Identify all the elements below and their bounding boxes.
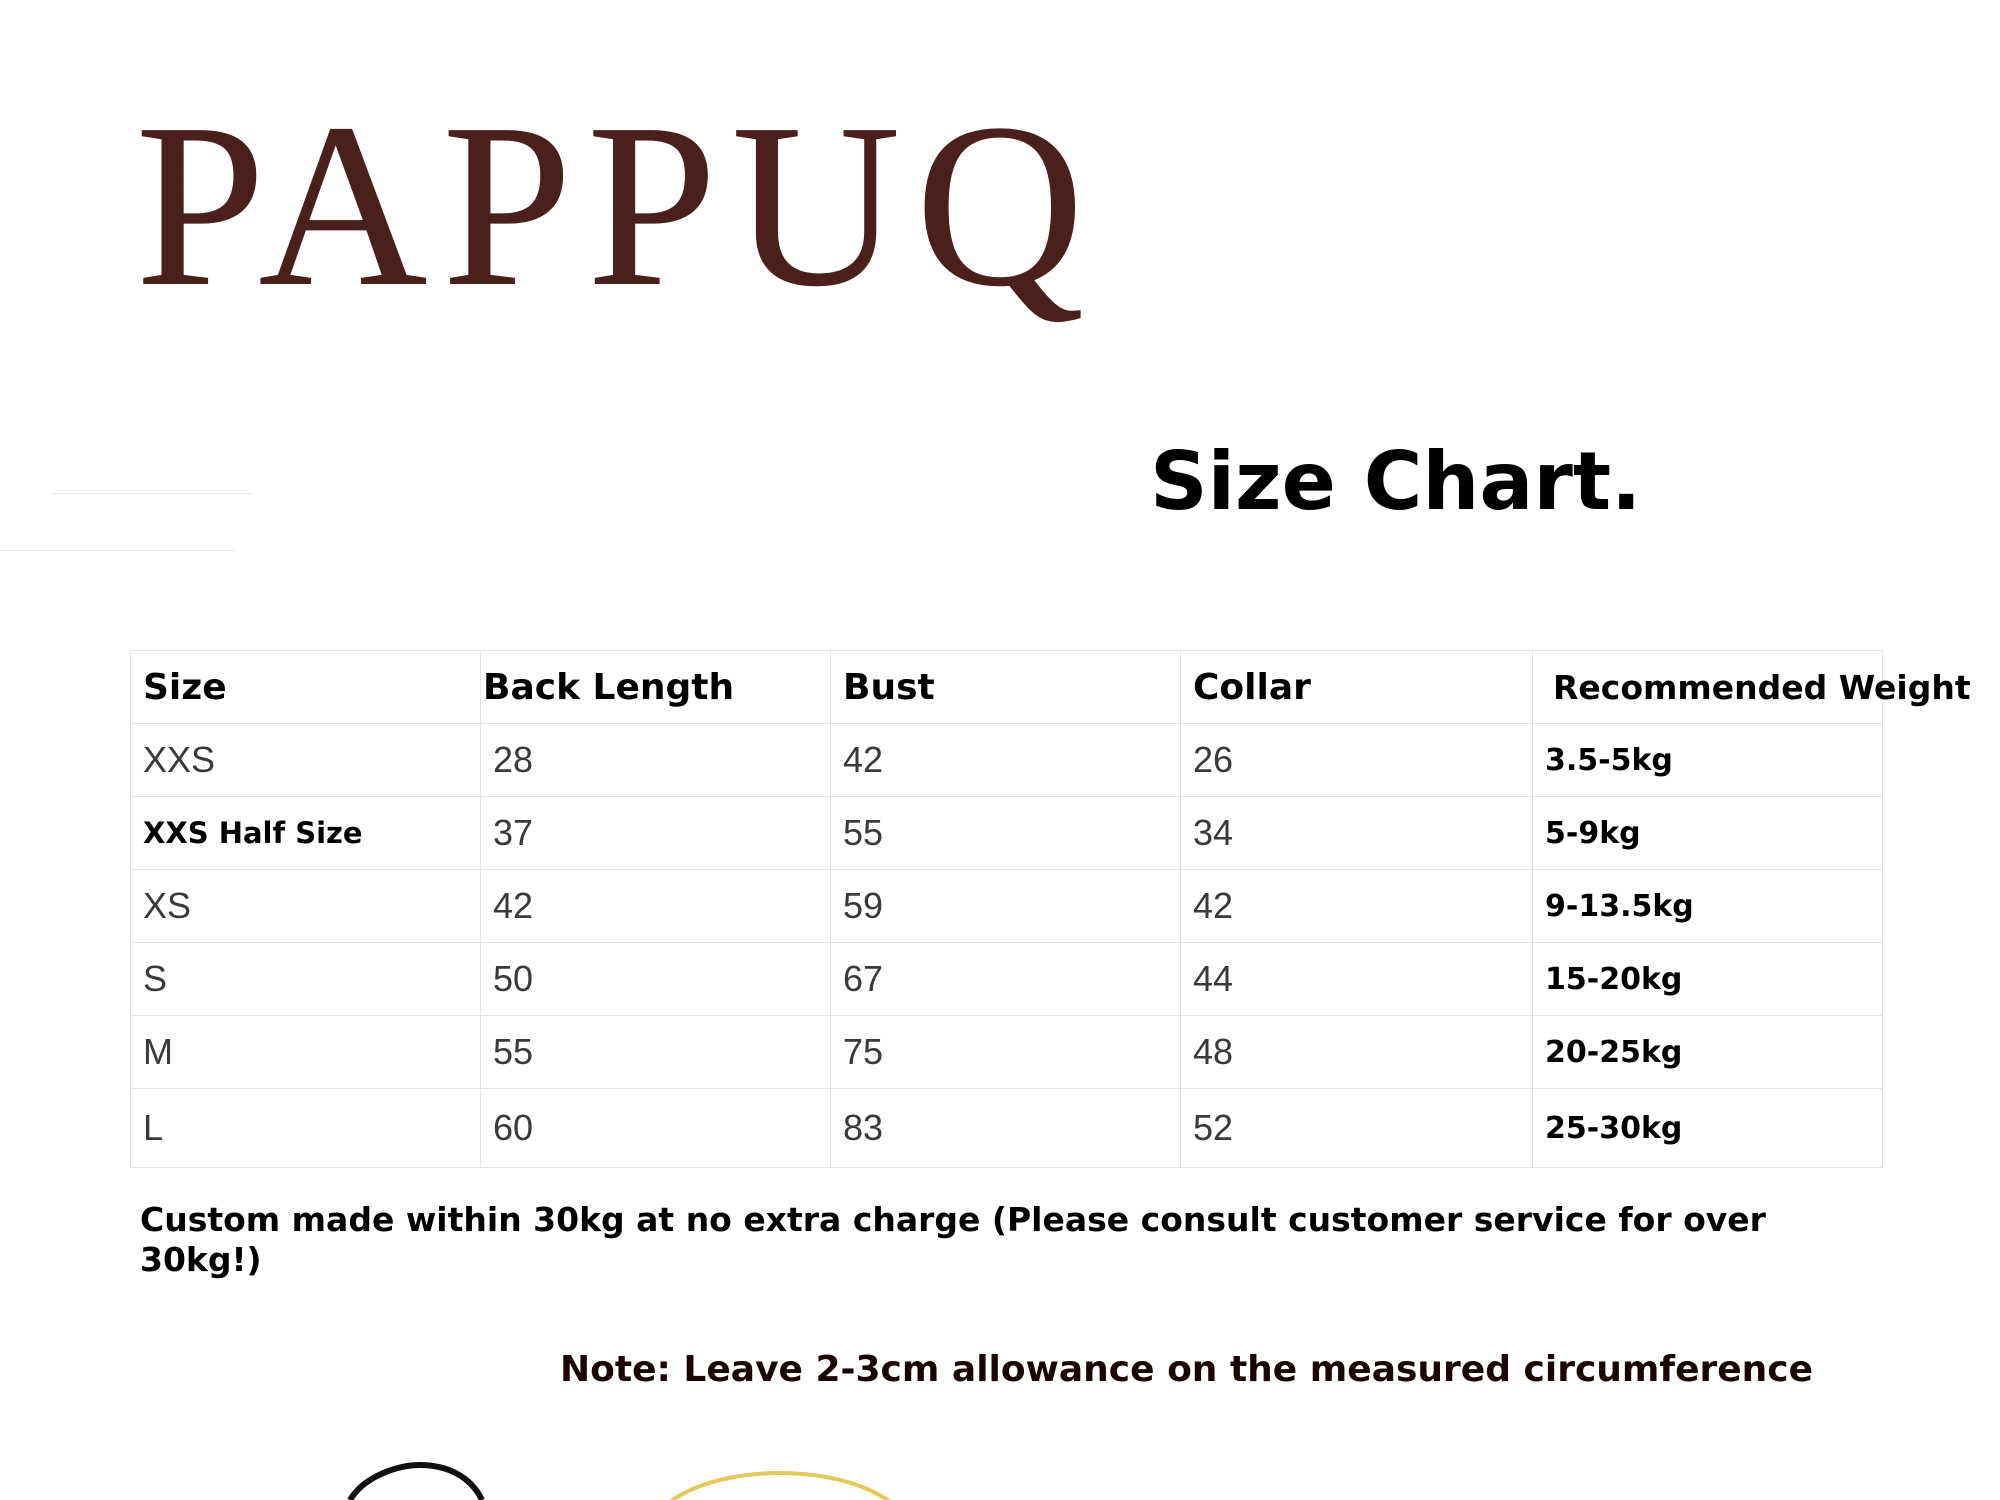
- cell-weight: 3.5-5kg: [1533, 724, 1883, 797]
- cell-bust: 67: [831, 943, 1181, 1016]
- header-size: Size: [131, 651, 481, 724]
- allowance-note: Note: Leave 2-3cm allowance on the measured circumference: [560, 1349, 1814, 1390]
- cell-collar: 42: [1181, 870, 1533, 943]
- cell-collar: 48: [1181, 1016, 1533, 1089]
- cell-collar: 44: [1181, 943, 1533, 1016]
- cell-back-length: 55: [481, 1016, 831, 1089]
- dog-outline: [350, 1465, 482, 1500]
- cell-bust: 83: [831, 1089, 1181, 1168]
- table-row: [131, 943, 1883, 1016]
- header-back-length: Back Length: [481, 651, 831, 724]
- cell-collar: 52: [1181, 1089, 1533, 1168]
- measuring-tape: [650, 1473, 910, 1500]
- table-header-row: [131, 651, 1883, 724]
- cell-size: XXS: [131, 724, 481, 797]
- cell-collar: 34: [1181, 797, 1533, 870]
- cell-back-length: 60: [481, 1089, 831, 1168]
- cell-size: XXS Half Size: [131, 797, 481, 870]
- table-row: [131, 797, 1883, 870]
- cell-bust: 59: [831, 870, 1181, 943]
- cell-bust: 55: [831, 797, 1181, 870]
- cell-weight: 9-13.5kg: [1533, 870, 1883, 943]
- cell-back-length: 42: [481, 870, 831, 943]
- header-collar: Collar: [1181, 651, 1533, 724]
- header-bust: Bust: [831, 651, 1181, 724]
- table-row: [131, 1016, 1883, 1089]
- cell-weight: 5-9kg: [1533, 797, 1883, 870]
- cell-bust: 42: [831, 724, 1181, 797]
- cell-bust: 75: [831, 1016, 1181, 1089]
- cell-collar: 26: [1181, 724, 1533, 797]
- divider: [52, 493, 252, 494]
- size-table: [130, 650, 1971, 1168]
- brand-logo: PAPPUQ: [135, 75, 1099, 335]
- cell-weight: 15-20kg: [1533, 943, 1883, 1016]
- cell-weight: 25-30kg: [1533, 1089, 1883, 1168]
- cell-size: XS: [131, 870, 481, 943]
- header-recommended-weight: Recommended Weight: [1533, 651, 1883, 724]
- divider: [0, 550, 234, 551]
- cell-size: L: [131, 1089, 481, 1168]
- table-row: [131, 870, 1883, 943]
- cell-size: S: [131, 943, 481, 1016]
- measurement-diagram: [0, 1420, 2000, 1500]
- table-row: [131, 724, 1883, 797]
- cell-back-length: 28: [481, 724, 831, 797]
- cell-back-length: 50: [481, 943, 831, 1016]
- custom-made-note: Custom made within 30kg at no extra charge (Please consult customer service for over 30kg!): [140, 1200, 1766, 1279]
- page-title: Size Chart.: [1150, 435, 1642, 528]
- cell-back-length: 37: [481, 797, 831, 870]
- table-row: [131, 1089, 1883, 1168]
- cell-size: M: [131, 1016, 481, 1089]
- cell-weight: 20-25kg: [1533, 1016, 1883, 1089]
